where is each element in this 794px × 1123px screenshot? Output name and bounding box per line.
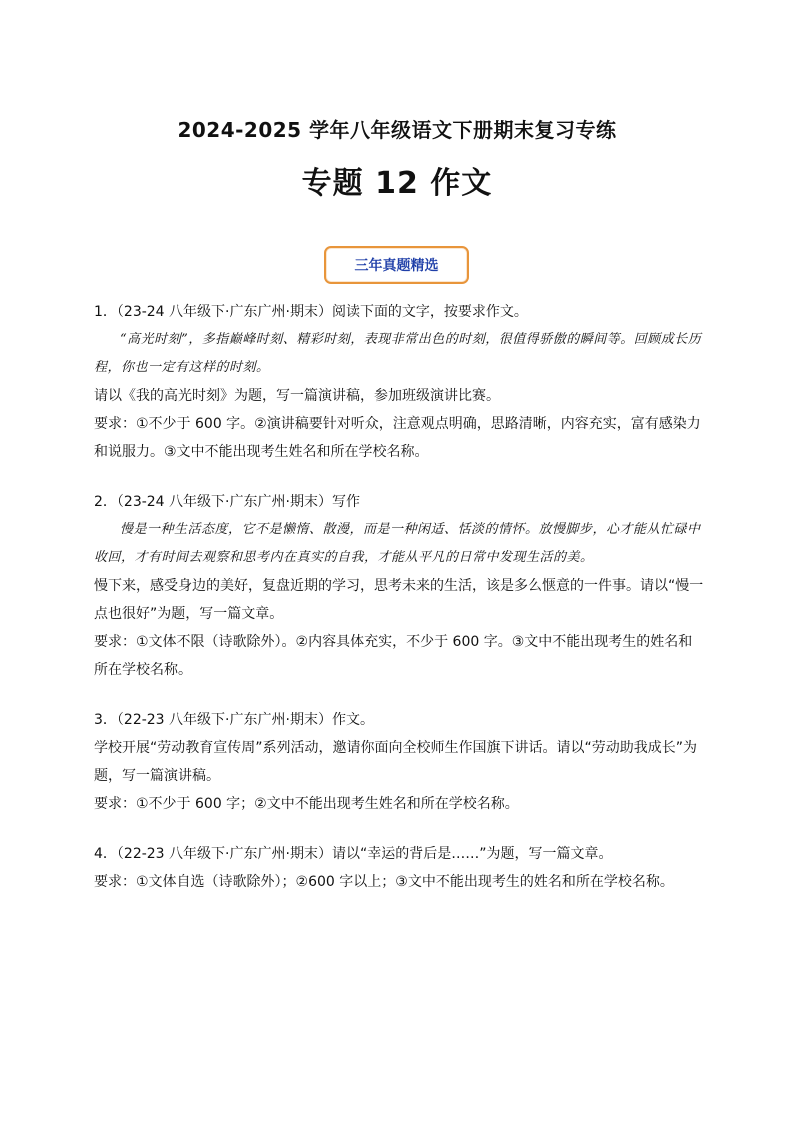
document-subtitle: 专题 12 作文 [301,166,493,201]
section-badge-label: 三年真题精选 [354,258,439,274]
question-3 [94,706,706,818]
question-prompt: 慢下来，感受身边的美好，复盘近期的学习，思考未来的生活，该是多么惬意的一件事。请以“慢一点也很好”为题，写一篇文章。 [94,578,704,622]
question-requirements: 要求：①文体自选（诗歌除外）；②600 字以上；③文中不能出现考生的姓名和所在学校名称。 [94,874,674,890]
question-2 [94,488,706,684]
question-requirements: 要求：①不少于 600 字。②演讲稿要针对听众，注意观点明确，思路清晰，内容充实，富有感染力和说服力。③文中不能出现考生姓名和所在学校名称。 [94,416,701,460]
question-quote: 慢是一种生活态度，它不是懒惰、散漫，而是一种闲适、恬淡的情怀。放慢脚步，心才能从忙碌中收回，才有时间去观察和思考内在真实的自我，才能从平凡的日常中发现生活的美。 [94,522,701,565]
question-1 [94,298,706,466]
question-heading: 3．（22-23 八年级下·广东广州·期末）作文。 [94,712,374,728]
question-heading: 4．（22-23 八年级下·广东广州·期末）请以“幸运的背后是……”为题，写一篇文章。 [94,846,613,862]
question-requirements: 要求：①文体不限（诗歌除外）。②内容具体充实，不少于 600 字。③文中不能出现考生的姓名和所在学校名称。 [94,634,693,678]
section-badge [324,246,469,284]
document-title: 2024-2025 学年八年级语文下册期末复习专练 [177,118,617,142]
question-prompt: 请以《我的高光时刻》为题，写一篇演讲稿，参加班级演讲比赛。 [94,388,500,404]
question-heading: 2．（23-24 八年级下·广东广州·期末）写作 [94,494,360,510]
question-list [94,298,706,918]
question-prompt: 学校开展“劳动教育宣传周”系列活动，邀请你面向全校师生作国旗下讲话。请以“劳动助我成长”为题，写一篇演讲稿。 [94,740,698,784]
question-requirements: 要求：①不少于 600 字；②文中不能出现考生姓名和所在学校名称。 [94,796,519,812]
question-4 [94,840,706,896]
question-quote: “高光时刻”，多指巅峰时刻、精彩时刻，表现非常出色的时刻，很值得骄傲的瞬间等。回顾成长历程，你也一定有这样的时刻。 [94,332,702,375]
question-heading: 1．（23-24 八年级下·广东广州·期末）阅读下面的文字，按要求作文。 [94,304,528,320]
